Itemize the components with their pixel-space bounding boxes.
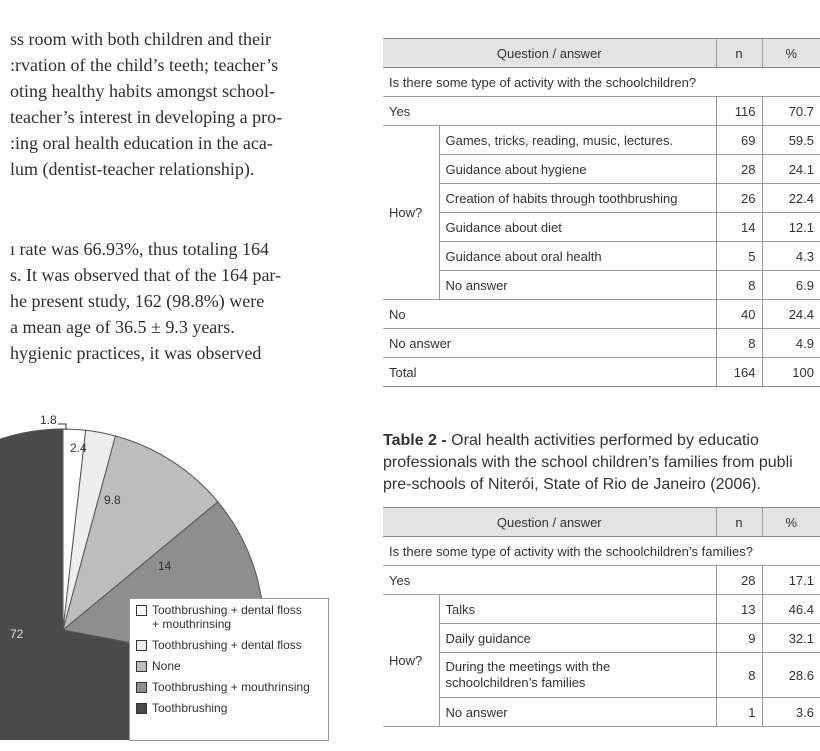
percent-value: 32.1 xyxy=(762,624,820,653)
text-line: ı rate was 66.93%, thus totaling 164 xyxy=(10,239,269,259)
table-row xyxy=(383,155,820,184)
column-header-question: Question / answer xyxy=(383,39,716,68)
caption-label: Table 2 - xyxy=(383,432,447,449)
n-value: 8 xyxy=(716,329,762,358)
percent-value: 17.1 xyxy=(762,566,820,595)
table-row xyxy=(383,653,820,698)
legend-label: None xyxy=(152,659,181,673)
total-label: Total xyxy=(383,358,716,387)
percent-value: 46.4 xyxy=(762,595,820,624)
table-row xyxy=(383,595,820,624)
table-row xyxy=(383,566,820,595)
legend-swatch xyxy=(136,605,147,616)
how-label: How? xyxy=(383,595,439,727)
text-line: hygienic practices, it was observed xyxy=(10,343,262,363)
answer-label: No answer xyxy=(439,271,716,300)
legend-item xyxy=(136,680,322,694)
answer-label: Daily guidance xyxy=(439,624,716,653)
table-caption xyxy=(383,430,820,496)
text-line: :ing oral health education in the aca- xyxy=(10,133,273,153)
text-line: :rvation of the child’s teeth; teacher’s xyxy=(10,55,279,75)
column-header-n: n xyxy=(716,508,762,537)
n-value: 164 xyxy=(716,358,762,387)
n-value: 8 xyxy=(716,271,762,300)
legend-swatch xyxy=(136,682,147,693)
percent-value: 24.1 xyxy=(762,155,820,184)
table-activities-schoolchildren xyxy=(383,38,820,387)
table-row xyxy=(383,698,820,727)
column-header-question: Question / answer xyxy=(383,508,716,537)
slice-label: 1.8 xyxy=(40,413,57,427)
n-value: 13 xyxy=(716,595,762,624)
caption-line xyxy=(383,430,820,452)
slice-label: 9.8 xyxy=(104,493,121,507)
answer-label: Talks xyxy=(439,595,716,624)
question-cell: Is there some type of activity with the schoolchildren? xyxy=(383,68,820,97)
legend-label: Toothbrushing + dental floss + mouthrinsing xyxy=(152,603,302,631)
percent-value: 70.7 xyxy=(762,97,820,126)
legend-label: Toothbrushing xyxy=(152,701,228,715)
column-header-percent: % xyxy=(762,508,820,537)
answer-label: Guidance about diet xyxy=(439,213,716,242)
text-line: s. It was observed that of the 164 par- xyxy=(10,265,282,285)
legend-label: Toothbrushing + dental floss xyxy=(152,638,302,652)
slice-label: 2.4 xyxy=(70,441,87,455)
body-paragraph-1 xyxy=(10,26,340,182)
text-line: teacher’s interest in developing a pro- xyxy=(10,107,283,127)
table-row xyxy=(383,300,820,329)
percent-value: 4.3 xyxy=(762,242,820,271)
percent-value: 28.6 xyxy=(762,653,820,698)
n-value: 40 xyxy=(716,300,762,329)
answer-label: Guidance about oral health xyxy=(439,242,716,271)
n-value: 69 xyxy=(716,126,762,155)
answer-label: No xyxy=(383,300,716,329)
answer-label: No answer xyxy=(439,698,716,727)
column-header-n: n xyxy=(716,39,762,68)
legend-item xyxy=(136,603,322,631)
table-row-question xyxy=(383,537,820,566)
legend-swatch xyxy=(136,661,147,672)
text-line: ss room with both children and their xyxy=(10,29,271,49)
legend-label: Toothbrushing + mouthrinsing xyxy=(152,680,310,694)
legend-item xyxy=(136,659,322,673)
table-row xyxy=(383,126,820,155)
answer-label: Yes xyxy=(383,97,716,126)
answer-label: No answer xyxy=(383,329,716,358)
table-row xyxy=(383,624,820,653)
table-row xyxy=(383,213,820,242)
table-header-row xyxy=(383,508,820,537)
text-line: oting healthy habits amongst school- xyxy=(10,81,275,101)
how-label: How? xyxy=(383,126,439,300)
percent-value: 24.4 xyxy=(762,300,820,329)
table-row-total xyxy=(383,358,820,387)
n-value: 116 xyxy=(716,97,762,126)
slice-label: 14 xyxy=(158,559,172,573)
n-value: 1 xyxy=(716,698,762,727)
percent-value: 4.9 xyxy=(762,329,820,358)
legend-swatch xyxy=(136,640,147,651)
n-value: 9 xyxy=(716,624,762,653)
n-value: 8 xyxy=(716,653,762,698)
text-line: a mean age of 36.5 ± 9.3 years. xyxy=(10,317,235,337)
answer-label: During the meetings with the schoolchildren’s families xyxy=(439,653,716,698)
percent-value: 59.5 xyxy=(762,126,820,155)
table-row xyxy=(383,184,820,213)
caption-line: professionals with the school children’s families from publi xyxy=(383,454,793,471)
percent-value: 100 xyxy=(762,358,820,387)
n-value: 14 xyxy=(716,213,762,242)
n-value: 28 xyxy=(716,566,762,595)
page-top-crop xyxy=(0,0,820,16)
table-row-question xyxy=(383,68,820,97)
table-activities-families xyxy=(383,507,820,727)
percent-value: 12.1 xyxy=(762,213,820,242)
legend-swatch xyxy=(136,703,147,714)
percent-value: 6.9 xyxy=(762,271,820,300)
table-row xyxy=(383,97,820,126)
table-row xyxy=(383,329,820,358)
answer-label: Yes xyxy=(383,566,716,595)
answer-label: Games, tricks, reading, music, lectures. xyxy=(439,126,716,155)
slice-label: 72 xyxy=(10,627,24,641)
legend-item xyxy=(136,701,322,715)
caption-line: pre-schools of Niterói, State of Rio de Janeiro (2006). xyxy=(383,476,761,493)
percent-value: 3.6 xyxy=(762,698,820,727)
caption-text: Oral health activities performed by educatio xyxy=(451,432,759,449)
n-value: 26 xyxy=(716,184,762,213)
question-cell: Is there some type of activity with the schoolchildren’s families? xyxy=(383,537,820,566)
text-line: lum (dentist-teacher relationship). xyxy=(10,159,255,179)
text-line: he present study, 162 (98.8%) were xyxy=(10,291,265,311)
table-row xyxy=(383,242,820,271)
percent-value: 22.4 xyxy=(762,184,820,213)
table-header-row xyxy=(383,39,820,68)
column-header-percent: % xyxy=(762,39,820,68)
n-value: 28 xyxy=(716,155,762,184)
n-value: 5 xyxy=(716,242,762,271)
legend-item xyxy=(136,638,322,652)
body-paragraph-2 xyxy=(10,236,340,366)
chart-legend xyxy=(129,598,329,741)
answer-label: Guidance about hygiene xyxy=(439,155,716,184)
table-row xyxy=(383,271,820,300)
answer-label: Creation of habits through toothbrushing xyxy=(439,184,716,213)
